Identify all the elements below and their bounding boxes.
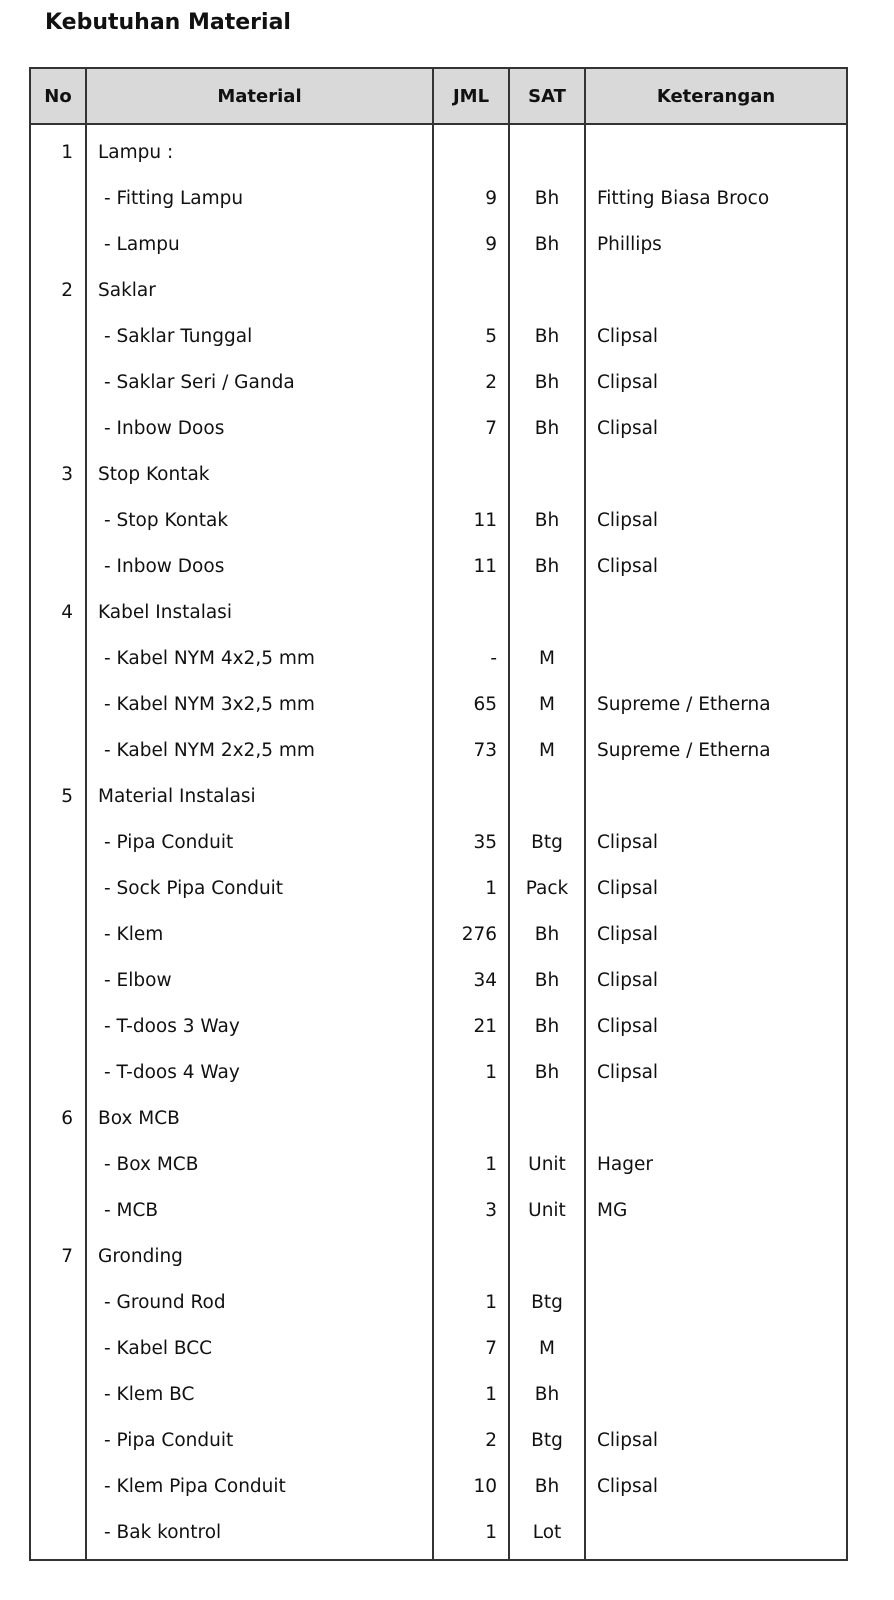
cell-no: 1 [30, 124, 86, 175]
cell-material: - Saklar Seri / Ganda [86, 359, 433, 405]
cell-no [30, 497, 86, 543]
table-row [30, 451, 847, 497]
cell-keterangan: Clipsal [585, 819, 847, 865]
cell-no: 5 [30, 773, 86, 819]
cell-material: - Klem Pipa Conduit [86, 1463, 433, 1509]
table-body [30, 124, 847, 1560]
cell-no [30, 543, 86, 589]
cell-no [30, 1141, 86, 1187]
cell-material: - Elbow [86, 957, 433, 1003]
cell-keterangan: Clipsal [585, 359, 847, 405]
cell-no [30, 175, 86, 221]
table-row [30, 221, 847, 267]
cell-keterangan: Supreme / Etherna [585, 681, 847, 727]
table-row [30, 1187, 847, 1233]
cell-no: 3 [30, 451, 86, 497]
cell-sat: Bh [509, 1371, 585, 1417]
cell-keterangan [585, 635, 847, 681]
cell-material: - Sock Pipa Conduit [86, 865, 433, 911]
cell-sat: Bh [509, 313, 585, 359]
cell-no [30, 635, 86, 681]
header-keterangan: Keterangan [585, 68, 847, 124]
cell-keterangan: Supreme / Etherna [585, 727, 847, 773]
cell-jml: 2 [433, 1417, 509, 1463]
cell-material: Stop Kontak [86, 451, 433, 497]
cell-material: - Pipa Conduit [86, 1417, 433, 1463]
cell-material: - Pipa Conduit [86, 819, 433, 865]
cell-material: - Saklar Tunggal [86, 313, 433, 359]
cell-sat: M [509, 681, 585, 727]
cell-sat: Bh [509, 405, 585, 451]
cell-sat: M [509, 635, 585, 681]
cell-no [30, 313, 86, 359]
cell-jml: 3 [433, 1187, 509, 1233]
cell-keterangan: Clipsal [585, 543, 847, 589]
cell-keterangan [585, 1095, 847, 1141]
cell-jml: 34 [433, 957, 509, 1003]
cell-keterangan [585, 1371, 847, 1417]
header-material: Material [86, 68, 433, 124]
cell-jml: 1 [433, 1141, 509, 1187]
table-row [30, 727, 847, 773]
cell-material: - Fitting Lampu [86, 175, 433, 221]
table-row [30, 313, 847, 359]
material-table [29, 67, 848, 1561]
cell-material: - Ground Rod [86, 1279, 433, 1325]
page-title: Kebutuhan Material [45, 10, 291, 35]
cell-material: - Stop Kontak [86, 497, 433, 543]
table-row [30, 405, 847, 451]
table-row [30, 773, 847, 819]
cell-jml: - [433, 635, 509, 681]
cell-no [30, 911, 86, 957]
cell-no [30, 405, 86, 451]
table-row [30, 1325, 847, 1371]
cell-material: - Kabel BCC [86, 1325, 433, 1371]
cell-material: - Klem [86, 911, 433, 957]
cell-keterangan: Clipsal [585, 405, 847, 451]
cell-material: Saklar [86, 267, 433, 313]
cell-sat [509, 1095, 585, 1141]
cell-material: Box MCB [86, 1095, 433, 1141]
cell-sat [509, 773, 585, 819]
cell-jml: 2 [433, 359, 509, 405]
cell-jml: 21 [433, 1003, 509, 1049]
cell-no [30, 1417, 86, 1463]
cell-no [30, 1279, 86, 1325]
table-row [30, 1371, 847, 1417]
cell-jml: 7 [433, 405, 509, 451]
table-row [30, 1509, 847, 1560]
table-row [30, 175, 847, 221]
cell-sat: Bh [509, 1003, 585, 1049]
cell-jml [433, 451, 509, 497]
cell-sat: Bh [509, 1049, 585, 1095]
cell-jml: 1 [433, 1279, 509, 1325]
cell-keterangan [585, 451, 847, 497]
cell-keterangan [585, 1509, 847, 1560]
cell-no [30, 1509, 86, 1560]
header-sat: SAT [509, 68, 585, 124]
table-row [30, 1279, 847, 1325]
cell-no: 7 [30, 1233, 86, 1279]
cell-keterangan: Clipsal [585, 1003, 847, 1049]
cell-material: - Box MCB [86, 1141, 433, 1187]
cell-material: - T-doos 3 Way [86, 1003, 433, 1049]
cell-keterangan: Clipsal [585, 957, 847, 1003]
cell-material: - Klem BC [86, 1371, 433, 1417]
cell-no [30, 1371, 86, 1417]
cell-jml: 9 [433, 221, 509, 267]
cell-keterangan: Fitting Biasa Broco [585, 175, 847, 221]
cell-jml: 5 [433, 313, 509, 359]
table-row [30, 1049, 847, 1095]
table-row [30, 865, 847, 911]
cell-keterangan: Clipsal [585, 1049, 847, 1095]
cell-no [30, 819, 86, 865]
cell-jml: 11 [433, 497, 509, 543]
cell-no [30, 865, 86, 911]
cell-sat: Btg [509, 1417, 585, 1463]
table-row [30, 589, 847, 635]
cell-no [30, 1463, 86, 1509]
cell-material: - Bak kontrol [86, 1509, 433, 1560]
cell-jml [433, 124, 509, 175]
cell-keterangan: Clipsal [585, 1417, 847, 1463]
cell-no: 4 [30, 589, 86, 635]
cell-sat: Unit [509, 1141, 585, 1187]
header-jml: JML [433, 68, 509, 124]
cell-keterangan [585, 267, 847, 313]
cell-sat: Bh [509, 359, 585, 405]
table-row [30, 1141, 847, 1187]
cell-material: - Kabel NYM 2x2,5 mm [86, 727, 433, 773]
cell-keterangan: MG [585, 1187, 847, 1233]
cell-sat [509, 1233, 585, 1279]
cell-sat: Unit [509, 1187, 585, 1233]
table-row [30, 911, 847, 957]
table-row [30, 1417, 847, 1463]
cell-no [30, 221, 86, 267]
cell-material: - Inbow Doos [86, 405, 433, 451]
cell-material: - Inbow Doos [86, 543, 433, 589]
cell-sat: Bh [509, 911, 585, 957]
table-row [30, 359, 847, 405]
header-no: No [30, 68, 86, 124]
cell-jml: 73 [433, 727, 509, 773]
cell-jml [433, 267, 509, 313]
cell-material: Gronding [86, 1233, 433, 1279]
table-row [30, 957, 847, 1003]
cell-material: - Kabel NYM 3x2,5 mm [86, 681, 433, 727]
cell-jml: 1 [433, 1509, 509, 1560]
cell-keterangan [585, 124, 847, 175]
cell-sat: Bh [509, 497, 585, 543]
table-row [30, 819, 847, 865]
cell-jml: 11 [433, 543, 509, 589]
cell-sat: Pack [509, 865, 585, 911]
cell-keterangan [585, 773, 847, 819]
cell-keterangan: Phillips [585, 221, 847, 267]
cell-no [30, 359, 86, 405]
cell-keterangan [585, 1325, 847, 1371]
cell-sat: M [509, 1325, 585, 1371]
cell-keterangan: Clipsal [585, 497, 847, 543]
cell-keterangan: Clipsal [585, 911, 847, 957]
table-row [30, 543, 847, 589]
cell-jml [433, 589, 509, 635]
cell-material: Lampu : [86, 124, 433, 175]
cell-sat: Btg [509, 819, 585, 865]
table-header-row [30, 68, 847, 124]
cell-jml: 9 [433, 175, 509, 221]
cell-material: - T-doos 4 Way [86, 1049, 433, 1095]
cell-jml: 1 [433, 1049, 509, 1095]
cell-jml: 276 [433, 911, 509, 957]
cell-no: 6 [30, 1095, 86, 1141]
table-row [30, 635, 847, 681]
cell-sat [509, 589, 585, 635]
cell-sat: Bh [509, 175, 585, 221]
cell-no [30, 957, 86, 1003]
cell-keterangan [585, 1279, 847, 1325]
cell-jml: 65 [433, 681, 509, 727]
cell-no: 2 [30, 267, 86, 313]
cell-keterangan [585, 589, 847, 635]
table-row [30, 497, 847, 543]
cell-sat [509, 451, 585, 497]
cell-material: Material Instalasi [86, 773, 433, 819]
table-row [30, 681, 847, 727]
cell-material: - MCB [86, 1187, 433, 1233]
cell-jml [433, 773, 509, 819]
table-row [30, 1003, 847, 1049]
cell-keterangan: Clipsal [585, 865, 847, 911]
cell-jml: 1 [433, 865, 509, 911]
cell-sat: Btg [509, 1279, 585, 1325]
cell-material: - Lampu [86, 221, 433, 267]
table-row [30, 1463, 847, 1509]
table-row [30, 124, 847, 175]
cell-jml: 1 [433, 1371, 509, 1417]
cell-sat: Bh [509, 221, 585, 267]
cell-sat: Bh [509, 957, 585, 1003]
cell-sat: Bh [509, 543, 585, 589]
cell-sat: Bh [509, 1463, 585, 1509]
cell-jml [433, 1095, 509, 1141]
cell-jml: 10 [433, 1463, 509, 1509]
table-row [30, 1233, 847, 1279]
cell-no [30, 681, 86, 727]
cell-no [30, 727, 86, 773]
cell-keterangan [585, 1233, 847, 1279]
cell-no [30, 1325, 86, 1371]
cell-sat [509, 267, 585, 313]
cell-no [30, 1049, 86, 1095]
table-row [30, 1095, 847, 1141]
cell-sat: M [509, 727, 585, 773]
cell-sat: Lot [509, 1509, 585, 1560]
cell-jml: 35 [433, 819, 509, 865]
cell-no [30, 1187, 86, 1233]
cell-jml [433, 1233, 509, 1279]
cell-keterangan: Clipsal [585, 313, 847, 359]
cell-keterangan: Hager [585, 1141, 847, 1187]
cell-jml: 7 [433, 1325, 509, 1371]
cell-material: Kabel Instalasi [86, 589, 433, 635]
cell-no [30, 1003, 86, 1049]
cell-keterangan: Clipsal [585, 1463, 847, 1509]
cell-material: - Kabel NYM 4x2,5 mm [86, 635, 433, 681]
cell-sat [509, 124, 585, 175]
table-row [30, 267, 847, 313]
